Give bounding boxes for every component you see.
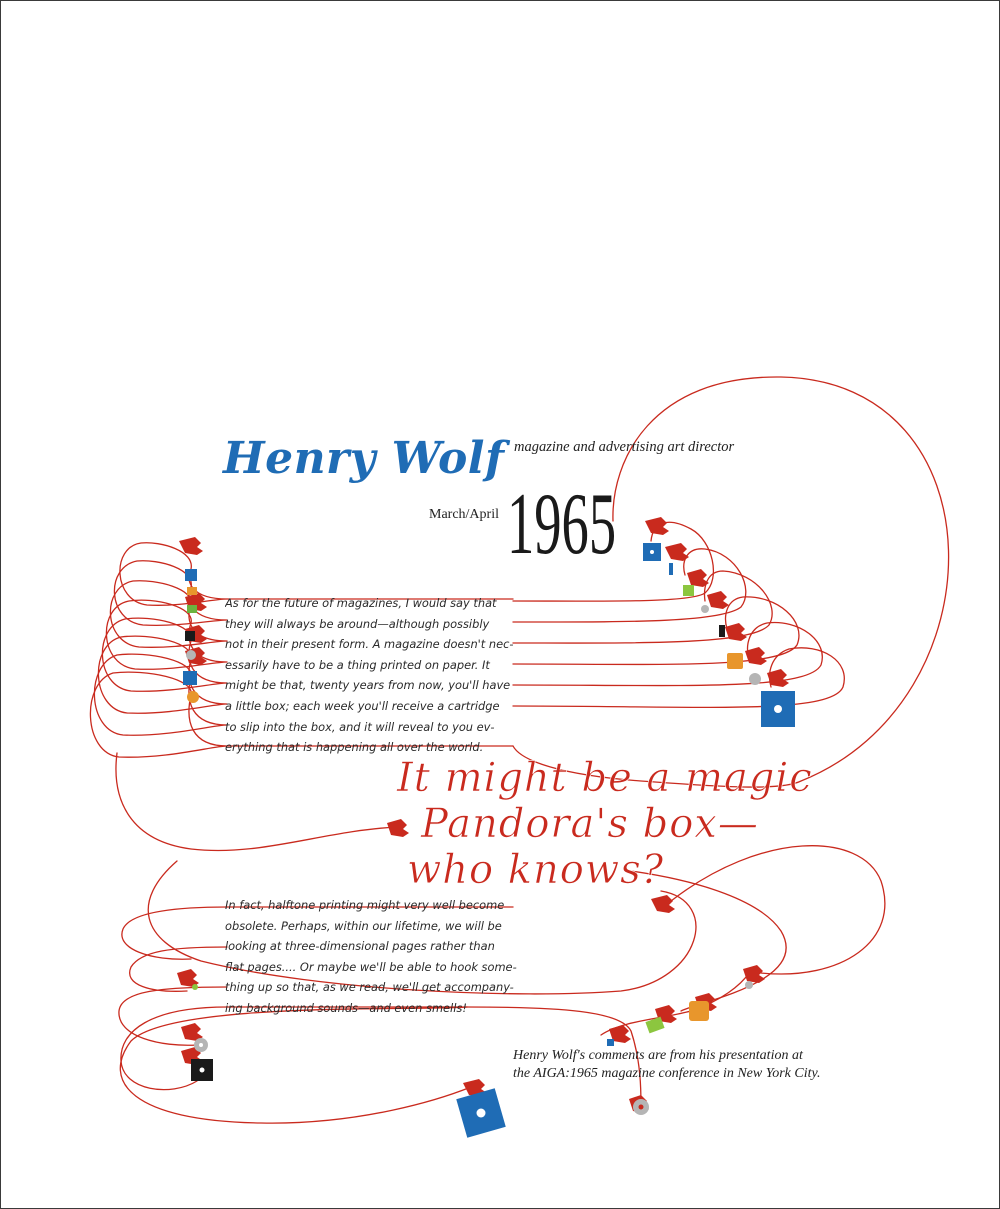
quote-line: a little box; each week you'll receive a cartridge bbox=[225, 698, 500, 713]
subtitle: magazine and advertising art director bbox=[514, 439, 735, 455]
quote-line: flat pages.... Or maybe we'll be able to hook some- bbox=[225, 959, 517, 974]
blue-box-icon bbox=[183, 671, 197, 685]
thread-left-swoop bbox=[116, 753, 397, 851]
blue-cartridge-icon bbox=[607, 1039, 614, 1046]
hand-icon bbox=[651, 895, 675, 913]
quote-paragraph-1 bbox=[225, 595, 517, 760]
orange-cartridge-icon bbox=[689, 1001, 709, 1021]
hand-icon bbox=[645, 517, 669, 535]
hand-icon bbox=[707, 591, 729, 609]
quote-line: to slip into the box, and it will reveal to you ev- bbox=[225, 719, 495, 734]
gray-reel-icon bbox=[745, 981, 753, 989]
credit-line: Henry Wolf's comments are from his presentation at bbox=[513, 1048, 803, 1063]
hand-icon bbox=[387, 819, 409, 837]
thread-bottom-left-loop-1 bbox=[122, 907, 227, 959]
hand-icon bbox=[743, 965, 765, 983]
green-cartridge-icon bbox=[683, 585, 694, 596]
quote-line: might be that, twenty years from now, you'll have bbox=[225, 678, 511, 693]
page-title: Henry Wolf bbox=[223, 433, 505, 484]
orange-cartridge-icon bbox=[727, 653, 743, 669]
orange-reel-icon bbox=[187, 691, 199, 703]
hand-icon bbox=[745, 647, 767, 665]
blue-cartridge-icon bbox=[669, 563, 673, 575]
black-cartridge-icon bbox=[185, 631, 195, 641]
issue-date-label: March/April bbox=[429, 507, 499, 522]
gray-reel-icon bbox=[701, 605, 709, 613]
thread-left-loop-2 bbox=[114, 561, 227, 626]
blue-box-icon bbox=[185, 569, 197, 581]
script-line-2: Pandora's box— bbox=[421, 801, 759, 847]
thread-bottom-left-loop-3 bbox=[119, 987, 227, 1045]
thread-bottom-sweep bbox=[120, 1007, 471, 1123]
thread-left-loop-6 bbox=[98, 636, 227, 713]
quote-line: thing up so that, as we read, we'll get accompany- bbox=[225, 980, 514, 995]
quote-line: As for the future of magazines, I would say that bbox=[225, 596, 497, 610]
green-reel-icon bbox=[192, 984, 198, 990]
thread-left-loop-1 bbox=[120, 543, 227, 606]
thread-left-loop-7 bbox=[94, 654, 227, 735]
script-line-3: who knows? bbox=[407, 847, 665, 893]
credit-note bbox=[513, 1047, 820, 1083]
hand-icon bbox=[665, 543, 689, 561]
green-cartridge-icon bbox=[187, 605, 197, 613]
quote-line: they will always be around—although possibly bbox=[225, 616, 490, 631]
quote-paragraph-2 bbox=[225, 897, 517, 1021]
quote-line: not in their present form. A magazine doesn't nec- bbox=[225, 637, 514, 652]
quote-line: In fact, halftone printing might very well become bbox=[225, 898, 505, 912]
gray-reel-icon bbox=[749, 673, 761, 685]
hand-icon bbox=[687, 569, 709, 587]
quote-line: obsolete. Perhaps, within our lifetime, we will be bbox=[225, 918, 502, 933]
gray-reel-icon bbox=[186, 650, 196, 660]
quote-line: essarily have to be a thing printed on paper. It bbox=[225, 657, 490, 672]
script-line-1: It might be a magic bbox=[397, 755, 813, 801]
credit-line: the AIGA:1965 magazine conference in New York City. bbox=[513, 1066, 821, 1081]
black-cartridge-icon bbox=[719, 625, 725, 637]
orange-cartridge-icon bbox=[187, 587, 197, 595]
quote-line: ing background sounds—and even smells! bbox=[225, 1000, 467, 1015]
thread-left-loop-3 bbox=[110, 581, 227, 648]
quote-line: erything that is happening all over the world. bbox=[225, 740, 484, 755]
quote-line: looking at three-dimensional pages rather than bbox=[225, 939, 495, 954]
thread-right-arc bbox=[671, 846, 885, 974]
issue-year: 1965 bbox=[507, 476, 617, 573]
